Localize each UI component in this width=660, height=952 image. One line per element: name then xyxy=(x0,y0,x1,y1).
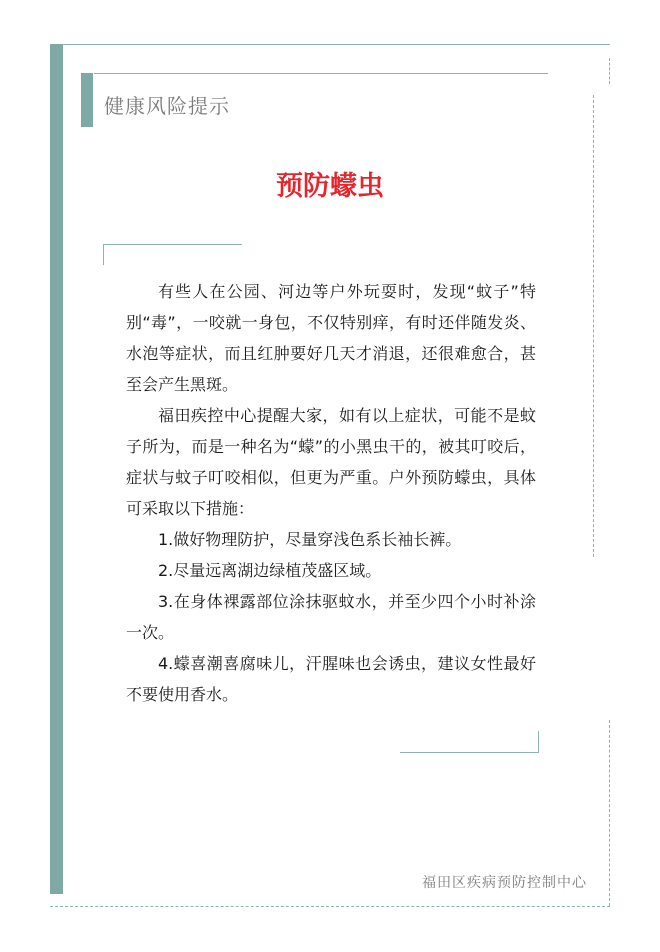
card-top-border xyxy=(50,44,610,45)
frame-corner-top-left-vertical xyxy=(103,244,104,265)
footer-organization: 福田区疾病预防控制中心 xyxy=(422,875,587,891)
article-body xyxy=(126,276,536,710)
measure-item-4: 4.蠓喜潮喜腐味儿，汗腥味也会诱虫，建议女性最好不要使用香水。 xyxy=(126,654,536,704)
paragraph-reminder: 福田疾控中心提醒大家，如有以上症状，可能不是蚊子所为，而是一种名为“蠓”的小黑虫干的，被其叮咬后，症状与蚊子叮咬相似，但更为严重。户外预防蠓虫，具体可采取以下措施： xyxy=(126,406,536,518)
article-title: 预防蠓虫 xyxy=(276,171,384,202)
measure-item-3: 3.在身体裸露部位涂抹驱蚊水，并至少四个小时补涂一次。 xyxy=(126,592,536,642)
card-right-border-top xyxy=(609,58,610,84)
frame-corner-bottom-right-vertical xyxy=(538,731,539,752)
header-rule xyxy=(94,73,548,74)
card-bottom-border xyxy=(50,906,610,907)
frame-corner-bottom-right xyxy=(400,752,539,753)
section-label: 健康风险提示 xyxy=(104,94,230,118)
measure-item-2: 2.尽量远离湖边绿植茂盛区域。 xyxy=(158,561,382,580)
header-accent-block xyxy=(81,73,93,127)
paragraph-intro: 有些人在公园、河边等户外玩耍时，发现“蚊子”特别“毒”，一咬就一身包，不仅特别痒，有时还伴随发炎、水泡等症状，而且红肿要好几天才消退，还很难愈合，甚至会产生黑斑。 xyxy=(126,282,536,394)
measure-item-1: 1.做好物理防护，尽量穿浅色系长袖长裤。 xyxy=(158,530,462,549)
frame-corner-top-left xyxy=(103,244,242,245)
card-right-border-bottom xyxy=(609,720,610,906)
